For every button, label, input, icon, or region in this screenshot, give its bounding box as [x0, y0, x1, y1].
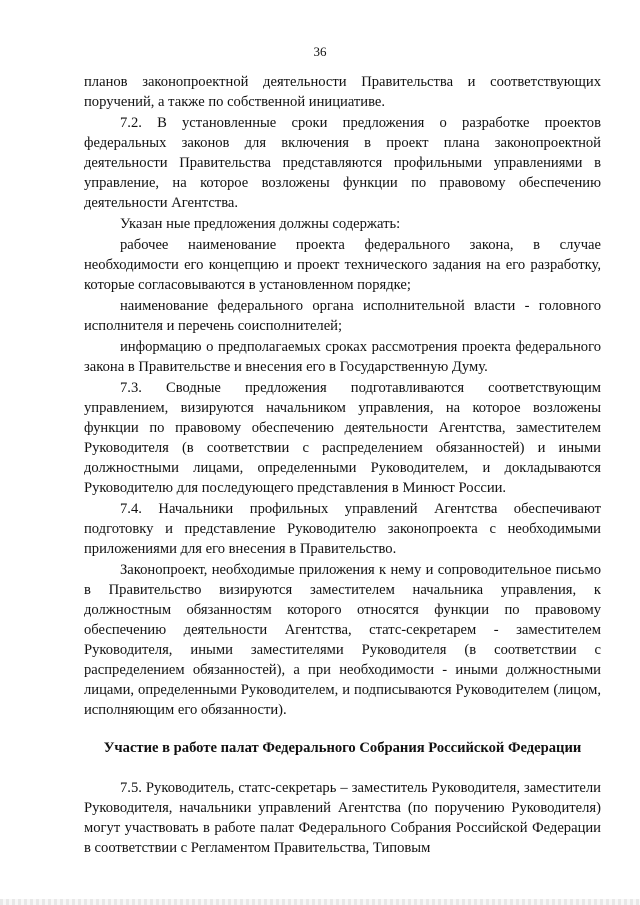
paragraph-executive-body: наименование федерального органа исполнительной власти - головного исполнителя и перечень соисполнителей;	[84, 298, 601, 334]
scan-edge-artifact	[0, 899, 640, 905]
paragraph-bill-endorsement: Законопроект, необходимые приложения к нему и сопроводительное письмо в Правительство визируются заместителем начальника управления, к должностным обязанностям которого относятся функции по правовому обеспечению деятельности Агентства, статс-секретарем - заместителем Руководителя, иными заместителями Руководителя (в соответствии с распределением обязанностей), а при необходимости - иными должностными лицами, определенными Руководителем, и подписываются Руководителем (лицом, исполняющим его обязанности).	[84, 562, 601, 718]
paragraph-7-5: 7.5. Руководитель, статс-секретарь – заместитель Руководителя, заместители Руководителя, начальники управлений Агентства (по поручению Руководителя) могут участвовать в работе палат Федерального Собрания Российской Федерации в соответствии с Регламентом Правительства, Типовым	[84, 780, 601, 856]
paragraph-working-title: рабочее наименование проекта федерального закона, в случае необходимости его концепцию и проект технического задания на его разработку, которые согласовываются в установленном порядке;	[84, 237, 601, 293]
section-heading: Участие в работе палат Федерального Собрания Российской Федерации	[103, 740, 582, 756]
paragraph-7-3: 7.3. Сводные предложения подготавливаются соответствующим управлением, визируются начальником управления, на которое возложены функции по правовому обеспечению деятельности Агентства, заместителем Руководителя (в соответствии с распределением обязанностей) и иными должностными лицами, определенными Руководителем, и докладываются Руководителю для последующего представления в Минюст России.	[84, 380, 601, 496]
paragraph-7-2: 7.2. В установленные сроки предложения о разработке проектов федеральных законов для включения в проект плана законопроектной деятельности Правительства представляются профильными управлениями в управление, на которое возложены функции по правовому обеспечению деятельности Агентства.	[84, 115, 601, 211]
page-number: 36	[313, 44, 327, 59]
paragraph-proposals-intro: Указан ные предложения должны содержать:	[120, 216, 401, 232]
paragraph-continuation: планов законопроектной деятельности Правительства и соответствующих поручений, а также по собственной инициативе.	[84, 74, 601, 110]
paragraph-timing-info: информацию о предполагаемых сроках рассмотрения проекта федерального закона в Правительстве и внесения его в Государственную Думу.	[84, 339, 601, 375]
paragraph-7-4: 7.4. Начальники профильных управлений Агентства обеспечивают подготовку и представление Руководителю законопроекта с необходимыми приложениями для его внесения в Правительство.	[84, 501, 601, 557]
document-body	[84, 72, 601, 859]
